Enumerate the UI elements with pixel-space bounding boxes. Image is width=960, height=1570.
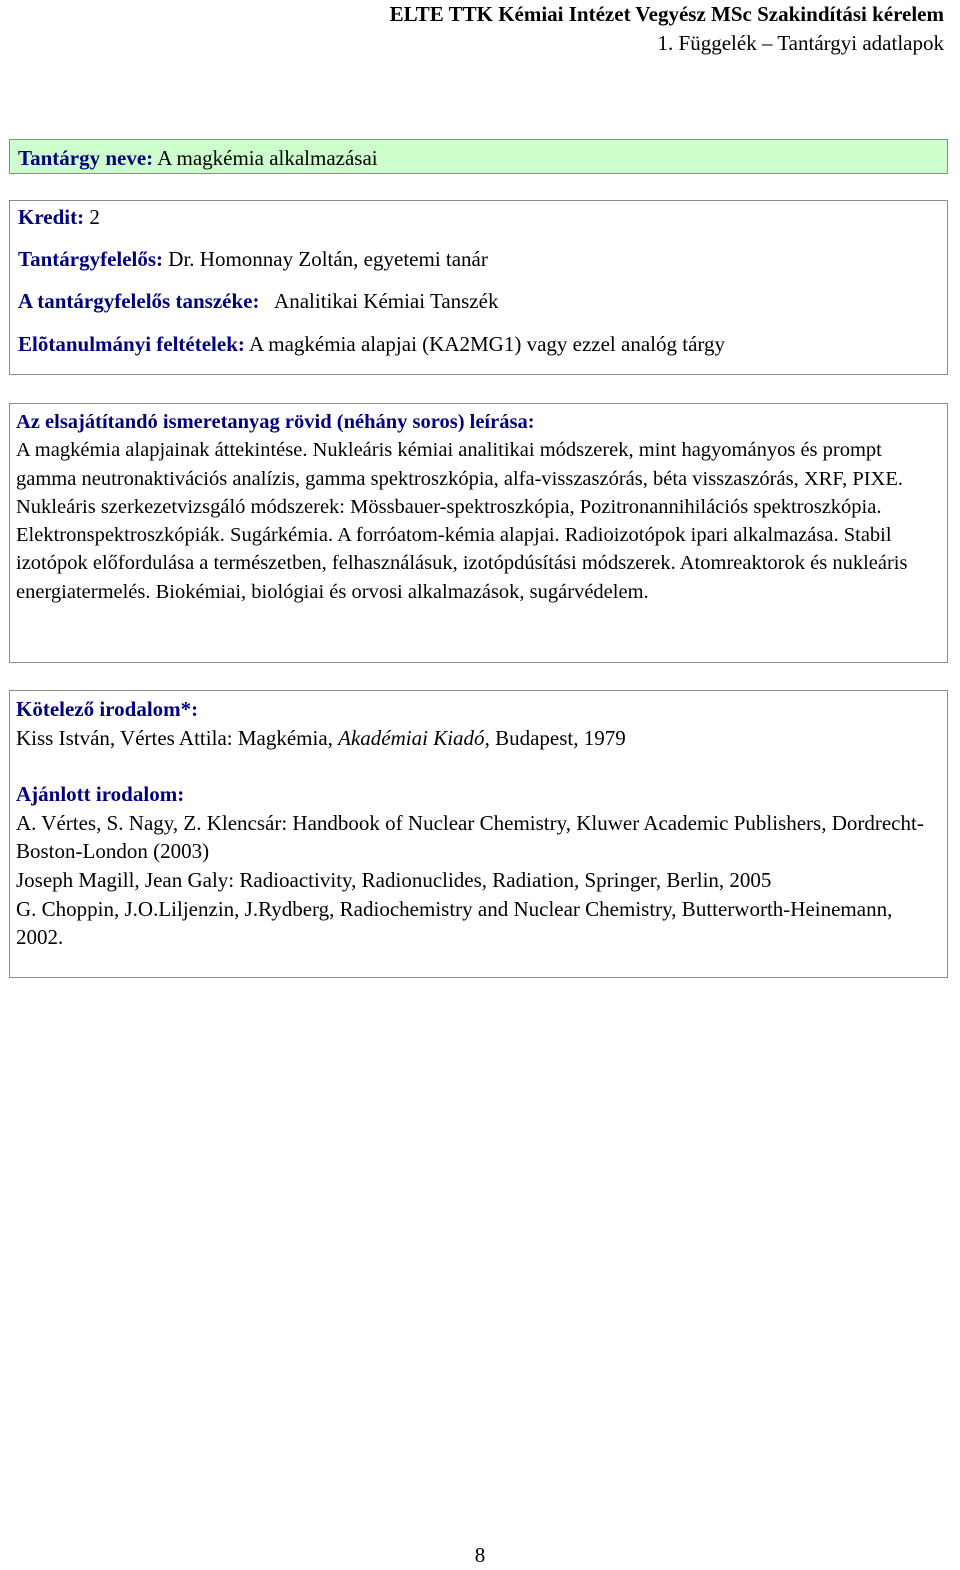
subject-name-label: Tantárgy neve: [18, 146, 154, 170]
description-box [9, 403, 948, 663]
required-item-publisher: Akadémiai Kiadó [338, 725, 485, 750]
literature-box [9, 690, 948, 978]
responsible-label: Tantárgyfelelős: [18, 247, 164, 271]
required-literature-item [16, 724, 939, 753]
subject-info-box [9, 200, 948, 375]
prerequisite-label: Elõtanulmányi feltételek: [18, 332, 245, 356]
credit-label: Kredit: [18, 205, 85, 229]
recommended-item: G. Choppin, J.O.Liljenzin, J.Rydberg, Radiochemistry and Nuclear Chemistry, Butterworth-Heinemann, 2002. [16, 896, 893, 950]
recommended-item: A. Vértes, S. Nagy, Z. Klencsár: Handbook of Nuclear Chemistry, Kluwer Academic Publishers, Dordrecht-Boston-London (2003) [16, 810, 924, 864]
page-header [390, 0, 944, 58]
prerequisite-row [18, 332, 725, 357]
recommended-item: Joseph Magill, Jean Galy: Radioactivity, Radionuclides, Radiation, Springer, Berlin, 2005 [16, 867, 772, 892]
responsible-value: Dr. Homonnay Zoltán, egyetemi tanár [163, 247, 488, 271]
credit-value: 2 [84, 205, 100, 229]
spacer [16, 752, 939, 780]
description-title: Az elsajátítandó ismeretanyag rövid (néhány soros) leírása: [16, 411, 535, 433]
required-item-place-year: , Budapest, 1979 [484, 725, 626, 750]
header-title: ELTE TTK Kémiai Intézet Vegyész MSc Szakindítási kérelem [389, 2, 944, 26]
department-value: Analitikai Kémiai Tanszék [259, 289, 499, 313]
required-literature-title: Kötelező irodalom*: [16, 697, 199, 721]
header-subtitle: 1. Függelék – Tantárgyi adatlapok [657, 31, 944, 55]
responsible-row [18, 247, 488, 272]
credit-row [18, 205, 100, 230]
subject-name-box [9, 139, 948, 174]
department-label: A tantárgyfelelős tanszéke: [18, 289, 260, 313]
page-number: 8 [474, 1543, 486, 1567]
subject-name-value: A magkémia alkalmazásai [153, 146, 378, 170]
required-item-authors: Kiss István, Vértes Attila: Magkémia, [16, 725, 339, 750]
description-text: A magkémia alapjainak áttekintése. Nukleáris kémiai analitikai módszerek, mint hagyományos és prompt gamma neutronaktivációs analízis, gamma spektroszkópia, alfa-visszaszórás, béta visszaszórás, XRF, PIXE. Nukleáris szerkezetvizsgáló módszerek: Mössbauer-spektroszkópia, Pozitronannihilációs spektroszkópia. Elektronspektroszkópiák. Sugárkémia. A forróatom-kémia alapjai. Radioizotópok ipari alkalmazása. Stabil izotópok előfordulása a természetben, felhasználásuk, izotópdúsítási módszerek. Atomreaktorok és nukleáris energiatermelés. Biokémiai, biológiai és orvosi alkalmazások, sugárvédelem. [16, 439, 908, 603]
department-row [18, 289, 498, 314]
prerequisite-value: A magkémia alapjai (KA2MG1) vagy ezzel analóg tárgy [244, 332, 726, 356]
recommended-literature-title: Ajánlott irodalom: [16, 782, 185, 807]
